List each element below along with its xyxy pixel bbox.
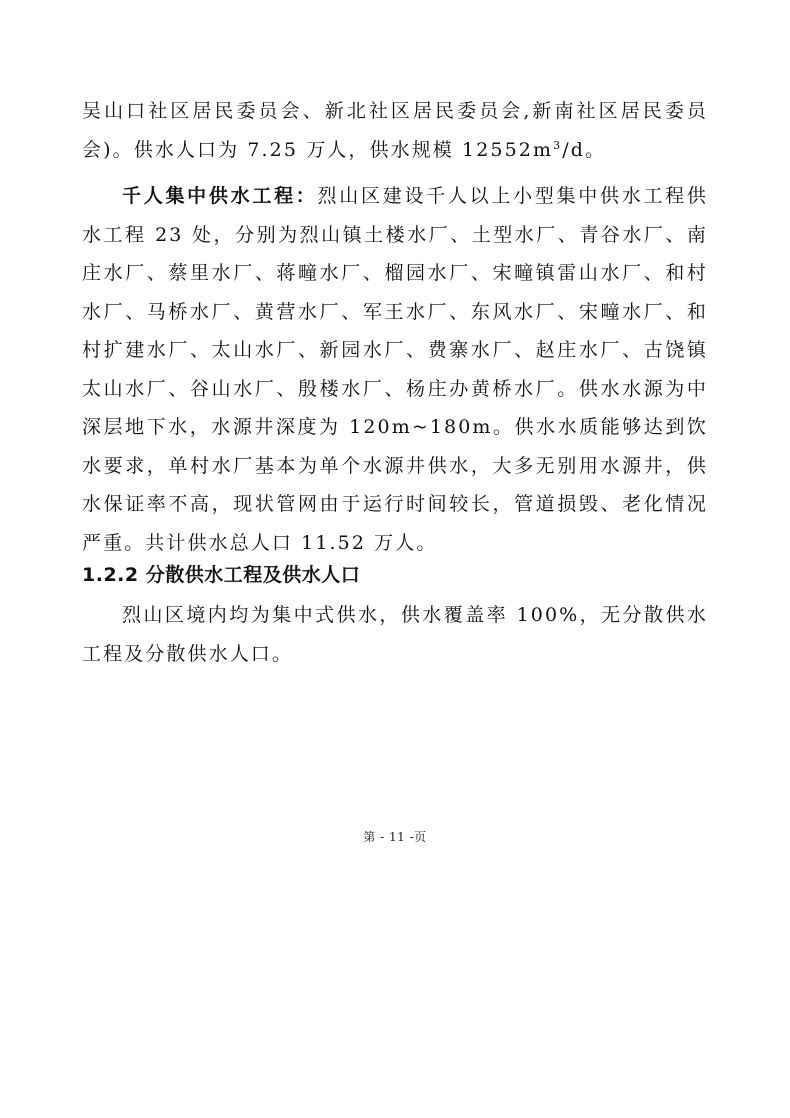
paragraph-lead-term: 千人集中供水工程： <box>122 185 318 207</box>
paragraph-gap <box>82 169 708 177</box>
paragraph-text: 烈山区建设千人以上小型集中供水工程供水工程 23 处，分别为烈山镇土楼水厂、土型水厂、青谷水厂、南庄水厂、蔡里水厂、蒋疃水厂、榴园水厂、宋疃镇雷山水厂、和村水厂、马桥水厂、黄营水厂、军王水厂、东风水厂、宋疃水厂、和村扩建水厂、太山水厂、新园水厂、费寨水厂、赵庄水厂、古饶镇太山水厂、谷山水厂、殷楼水厂、杨庄办黄桥水厂。供水水源为中深层地下水，水源井深度为 120m~180m。供水水质能够达到饮水要求，单村水厂基本为单个水源井供水，大多无别用水源井，供水保证率不高，现状管网由于运行时间较长，管道损毁、老化情况严重。共计供水总人口 11.52 万人。 <box>82 185 708 554</box>
paragraph-text-unit: /d。 <box>562 138 607 161</box>
section-heading: 1.2.2 分散供水工程及供水人口 <box>82 564 361 586</box>
page-number: 第 - 11 -页 <box>363 830 427 844</box>
paragraph-thousand-person-supply <box>82 177 708 562</box>
paragraph-text: 吴山口社区居民委员会、新北社区居民委员会,新南社区居民委员会)。供水人口为 7.25 万人，供水规模 12552m <box>82 100 708 161</box>
document-body <box>82 92 708 673</box>
paragraph-text: 烈山区境内均为集中式供水，供水覆盖率 100%，无分散供水工程及分散供水人口。 <box>82 604 708 665</box>
superscript-exponent: 3 <box>553 138 563 152</box>
paragraph-dispersed-supply <box>82 596 708 673</box>
paragraph-supply-population <box>82 92 708 169</box>
